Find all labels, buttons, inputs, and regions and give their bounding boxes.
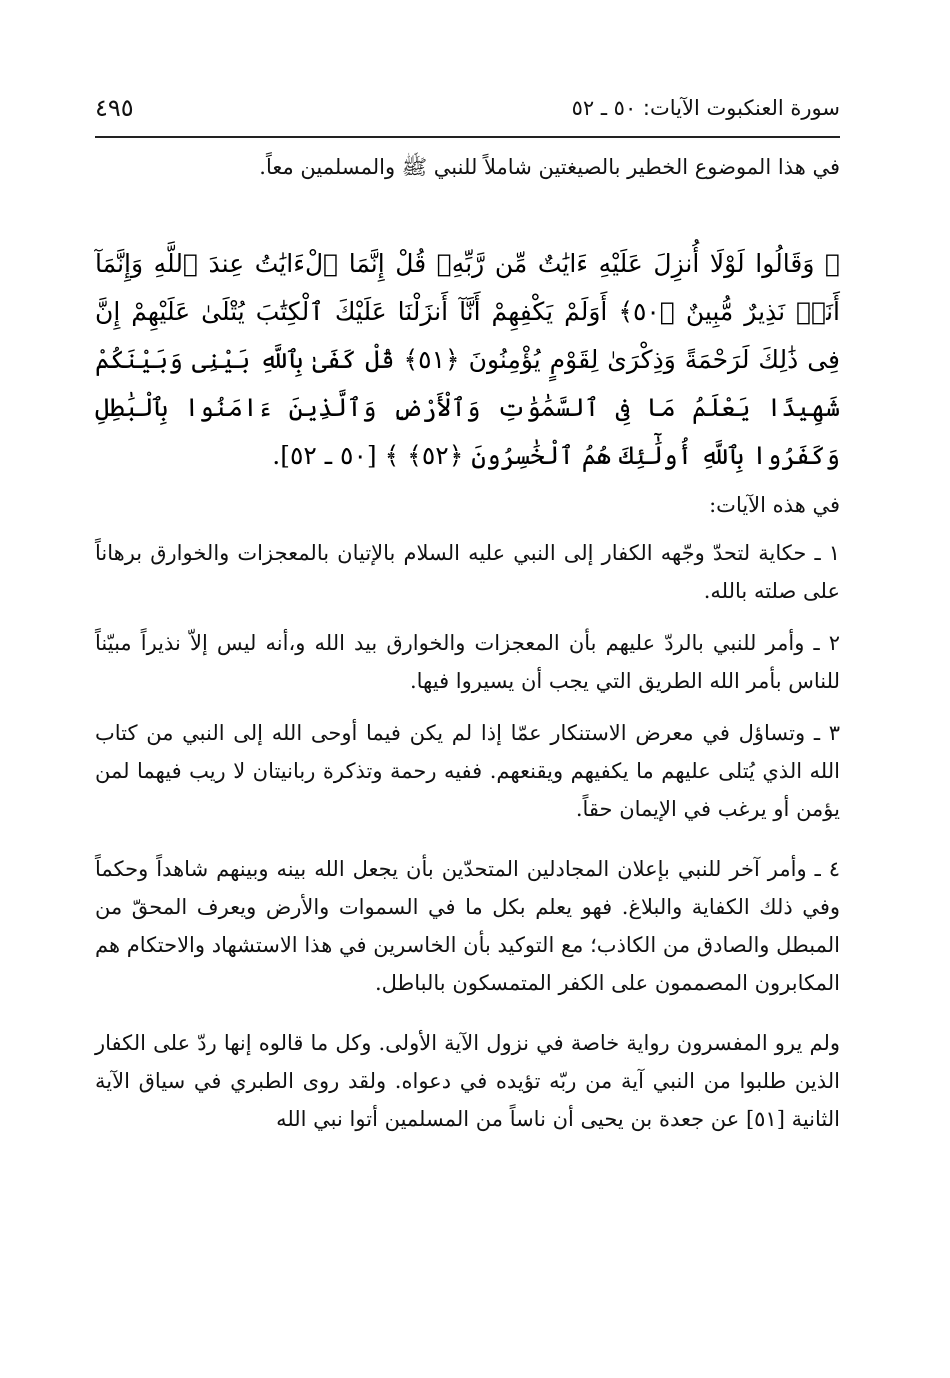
page-body [95, 140, 840, 1138]
section-intro: في هذه الآيات: [709, 493, 840, 517]
spacer [95, 186, 840, 240]
intro-line: في هذا الموضوع الخطير بالصيغتين شاملاً للنبي ﷺ والمسلمين معاً. [259, 155, 840, 179]
page-header [95, 92, 840, 132]
point-1: ١ ـ حكاية لتحدّ وجّهه الكفار إلى النبي عليه السلام بالإتيان بالمعجزات والخوارق برهاناً على صلته بالله. [95, 541, 840, 603]
page-number: ٤٩٥ [95, 94, 134, 122]
header-divider [95, 136, 840, 138]
spacer [95, 828, 840, 850]
spacer [95, 610, 840, 624]
running-title: سورة العنكبوت الآيات: ٥٠ ـ ٥٢ [571, 96, 840, 120]
point-4: ٤ ـ وأمر آخر للنبي بإعلان المجادلين المتحدّين بأن يجعل الله بينه وبينهم شاهداً وحكماً وفي ذلك الكفاية والبلاغ. فهو يعلم بكل ما في السموات والأرض ويعرف المحقّ من المبطل والصادق من الكاذب؛ مع التوكيد بأن الخاسرين في هذا الاستشهاد والاحتكام هم المكابرون المصممون على الكفر المتمسكون بالباطل. [95, 857, 840, 995]
quran-verses: ﴿ وَقَالُوا لَوْلَا أُنزِلَ عَلَيْهِ ءَايَٰتٌ مِّن رَّبِّهِۦ قُلْ إِنَّمَا ٱلْءَايَٰتُ عِندَ ٱللَّهِ وَإِنَّمَآ أَنَا۠ نَذِيرٌ مُّبِينٌ ﴿٥٠﴾ أَوَلَمْ يَكْفِهِمْ أَنَّآ أَنزَلْنَا عَلَيْكَ ٱلْكِتَٰبَ يُتْلَىٰ عَلَيْهِمْ إِنَّ فِى ذَٰلِكَ لَرَحْمَةً وَذِكْرَىٰ لِقَوْمٍ يُؤْمِنُونَ ﴿٥١﴾ قُلْ كَفَىٰ بِٱللَّهِ بَيْنِى وَبَيْنَكُمْ شَهِيدًا يَعْلَمُ مَا فِى ٱلسَّمَٰوَٰتِ وَٱلْأَرْضِ وَٱلَّذِينَ ءَامَنُوا بِٱلْبَٰطِلِ وَكَفَرُوا بِٱللَّهِ أُولَٰٓئِكَ هُمُ ٱلْخَٰسِرُونَ ﴿٥٢﴾ ﴾ [٥٠ ـ ٥٢]. [95, 249, 840, 470]
spacer [95, 1002, 840, 1024]
point-2: ٢ ـ وأمر للنبي بالردّ عليهم بأن المعجزات والخوارق بيد الله و،أنه ليس إلاّ نذيراً مبيّناً للناس بأمر الله الطريق التي يجب أن يسيروا فيها. [95, 631, 840, 693]
point-3: ٣ ـ وتساؤل في معرض الاستنكار عمّا إذا لم يكن فيما أوحى الله إلى النبي من كتاب الله الذي يُتلى عليهم ما يكفيهم ويقنعهم. ففيه رحمة وتذكرة ربانيتان لا ريب فيهما لمن يؤمن أو يرغب في الإيمان حقاً. [95, 721, 840, 821]
closing-paragraph: ولم يرو المفسرون رواية خاصة في نزول الآية الأولى. وكل ما قالوه إنها ردّ على الكفار الذين طلبوا من النبي آية من ربّه تؤيده في دعواه. ولقد روى الطبري في سياق الآية الثانية [٥١] عن جعدة بن يحيى أن ناساً من المسلمين أتوا نبي الله [95, 1031, 840, 1131]
spacer [95, 700, 840, 714]
